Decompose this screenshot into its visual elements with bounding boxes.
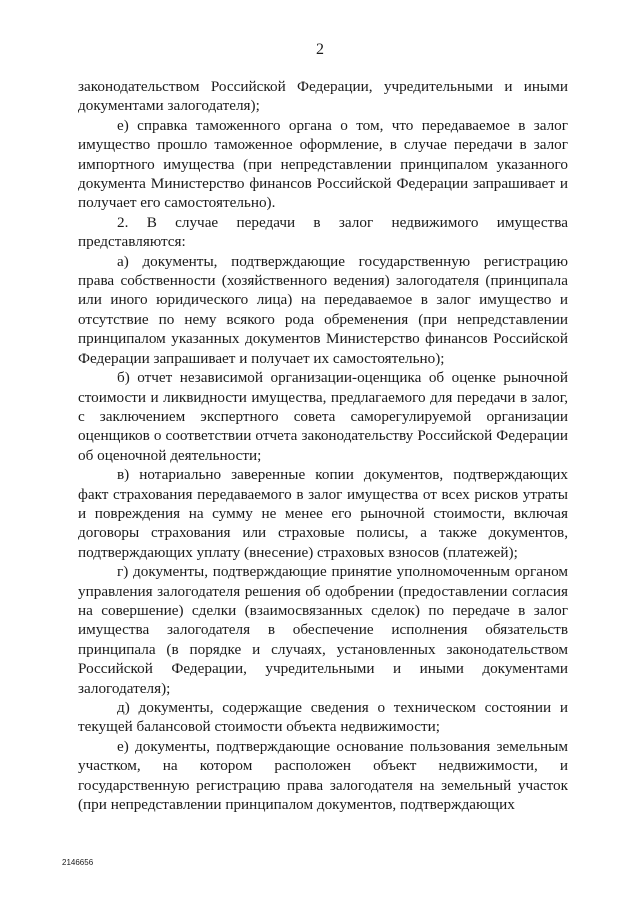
paragraph-continuation: законодательством Российской Федерации, учредительными и иными документами залогодателя); <box>78 78 568 115</box>
paragraph-item-v: в) нотариально заверенные копии документов, подтверждающих факт страхования передаваемого в залог имущества от всех рисков утраты и повреждения на сумму не менее его рыночной стоимости, включая договоры страхования или страховые полисы, а также документов, подтверждающих уплату (внесение) страховых взносов (платежей); <box>78 466 568 561</box>
paragraph-item-g: г) документы, подтверждающие принятие уполномоченным органом управления залогодателя решения об одобрении (предоставлении согласия на совершение) сделки (взаимосвязанных сделок) по передаче в залог имущества залогодателя в обеспечение исполнения обязательств принципала (в порядке и случаях, установленных законодательством Российской Федерации, учредительными и иными документами залогодателя); <box>78 563 568 697</box>
paragraph-item-a: а) документы, подтверждающие государственную регистрацию права собственности (хозяйственного ведения) залогодателя (принципала или иного юридического лица) на передаваемое в залог имущество и отсутствие по нему всякого рода обременения (при непредставлении принципалом указанных документов Министерство финансов Российской Федерации запрашивает и получает их самостоятельно); <box>78 252 568 367</box>
paragraph-item-e-land: е) документы, подтверждающие основание пользования земельным участком, на котором расположен объект недвижимости, и государственную регистрацию права залогодателя на земельный участок (при непредставлении принципалом документов, подтверждающих <box>78 737 568 814</box>
page-number: 2 <box>316 41 324 58</box>
document-body <box>78 77 568 814</box>
paragraph-item-e-customs: е) справка таможенного органа о том, что передаваемое в залог имущество прошло таможенное оформление, в случае передачи в залог импортного имущества (при непредставлении принципалом указанного документа Министерство финансов Российской Федерации запрашивает и получает его самостоятельно). <box>78 116 568 212</box>
paragraph-item-b: б) отчет независимой организации-оценщика об оценке рыночной стоимости и ликвидности имущества, предлагаемого для передачи в залог, с заключением экспертного совета саморегулируемой организации оценщиков о соответствии отчета законодательству Российской Федерации об оценочной деятельности; <box>78 369 568 464</box>
paragraph-section-2: 2. В случае передачи в залог недвижимого имущества представляются: <box>78 213 568 251</box>
document-code: 2146656 <box>62 858 94 867</box>
paragraph-item-d: д) документы, содержащие сведения о техническом состоянии и текущей балансовой стоимости объекта недвижимости; <box>78 699 568 736</box>
